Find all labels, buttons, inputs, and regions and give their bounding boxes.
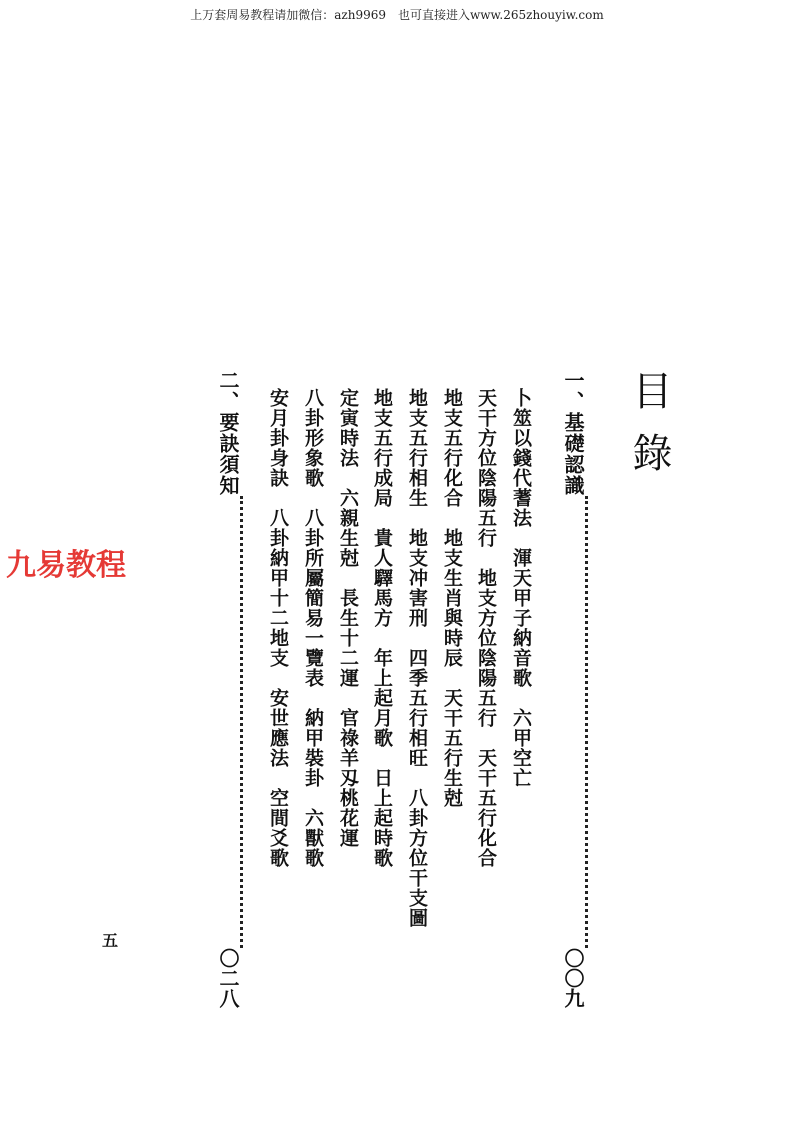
toc-entry: 八卦方位干支圖 <box>406 788 428 928</box>
toc-entry: 地支五行相生 <box>406 388 428 508</box>
section-1-heading-row <box>559 370 588 1008</box>
section-1-heading: 一、基礎認識 <box>561 370 585 496</box>
section-2-heading: 二、要訣須知 <box>216 370 240 496</box>
page-number: 五 <box>102 931 119 950</box>
toc-line <box>369 388 396 868</box>
toc-entry: 天干五行生尅 <box>441 688 463 808</box>
toc-entry: 地支方位陰陽五行 <box>475 568 497 728</box>
toc-entry: 四季五行相旺 <box>406 648 428 768</box>
toc-line <box>439 388 466 808</box>
page-header: 上万套周易教程请加微信：azh9969 也可直接进入www.265zhouyiw.com <box>190 8 604 22</box>
toc-entry: 卜筮以錢代蓍法 <box>510 388 532 528</box>
toc-line <box>335 388 362 848</box>
toc-line <box>300 388 327 868</box>
toc-entry: 安月卦身訣 <box>267 388 289 488</box>
toc-line <box>404 388 431 928</box>
toc-entry: 安世應法 <box>267 688 289 768</box>
toc-entry: 納甲裝卦 <box>302 708 324 788</box>
toc-entry: 八卦所屬簡易一覽表 <box>302 508 324 688</box>
toc-entry: 地支生肖與時辰 <box>441 528 463 668</box>
toc-entry: 地支冲害刑 <box>406 528 428 628</box>
toc-entry: 官祿羊刄桃花運 <box>337 708 359 848</box>
section-1-leader <box>585 496 588 948</box>
toc-entry: 八卦形象歌 <box>302 388 324 488</box>
section-2-leader <box>240 496 243 948</box>
toc-entry: 日上起時歌 <box>371 768 393 868</box>
section-2-heading-row <box>214 370 243 1008</box>
toc-entry: 天干五行化合 <box>475 748 497 868</box>
toc-title: 目錄 <box>626 370 672 494</box>
toc-entry: 長生十二運 <box>337 588 359 688</box>
watermark-logo: 九易教程 <box>6 548 126 583</box>
toc-entry: 定寅時法 <box>337 388 359 468</box>
toc-line <box>508 388 535 788</box>
toc-entry: 地支五行成局 <box>371 388 393 508</box>
toc-entry: 六獸歌 <box>302 808 324 868</box>
section-1-page: 〇〇九 <box>561 948 585 1008</box>
toc-entry: 六親生尅 <box>337 488 359 568</box>
toc-entry: 貴人驛馬方 <box>371 528 393 628</box>
toc-line <box>265 388 292 868</box>
toc-entry: 八卦納甲十二地支 <box>267 508 289 668</box>
toc-line <box>473 388 500 868</box>
toc-entry: 年上起月歌 <box>371 648 393 748</box>
section-2-page: 〇二八 <box>216 948 240 1008</box>
toc-entry: 六甲空亡 <box>510 708 532 788</box>
toc-entry: 渾天甲子納音歌 <box>510 548 532 688</box>
toc-entry: 天干方位陰陽五行 <box>475 388 497 548</box>
toc-entry: 空間爻歌 <box>267 788 289 868</box>
toc-entry: 地支五行化合 <box>441 388 463 508</box>
